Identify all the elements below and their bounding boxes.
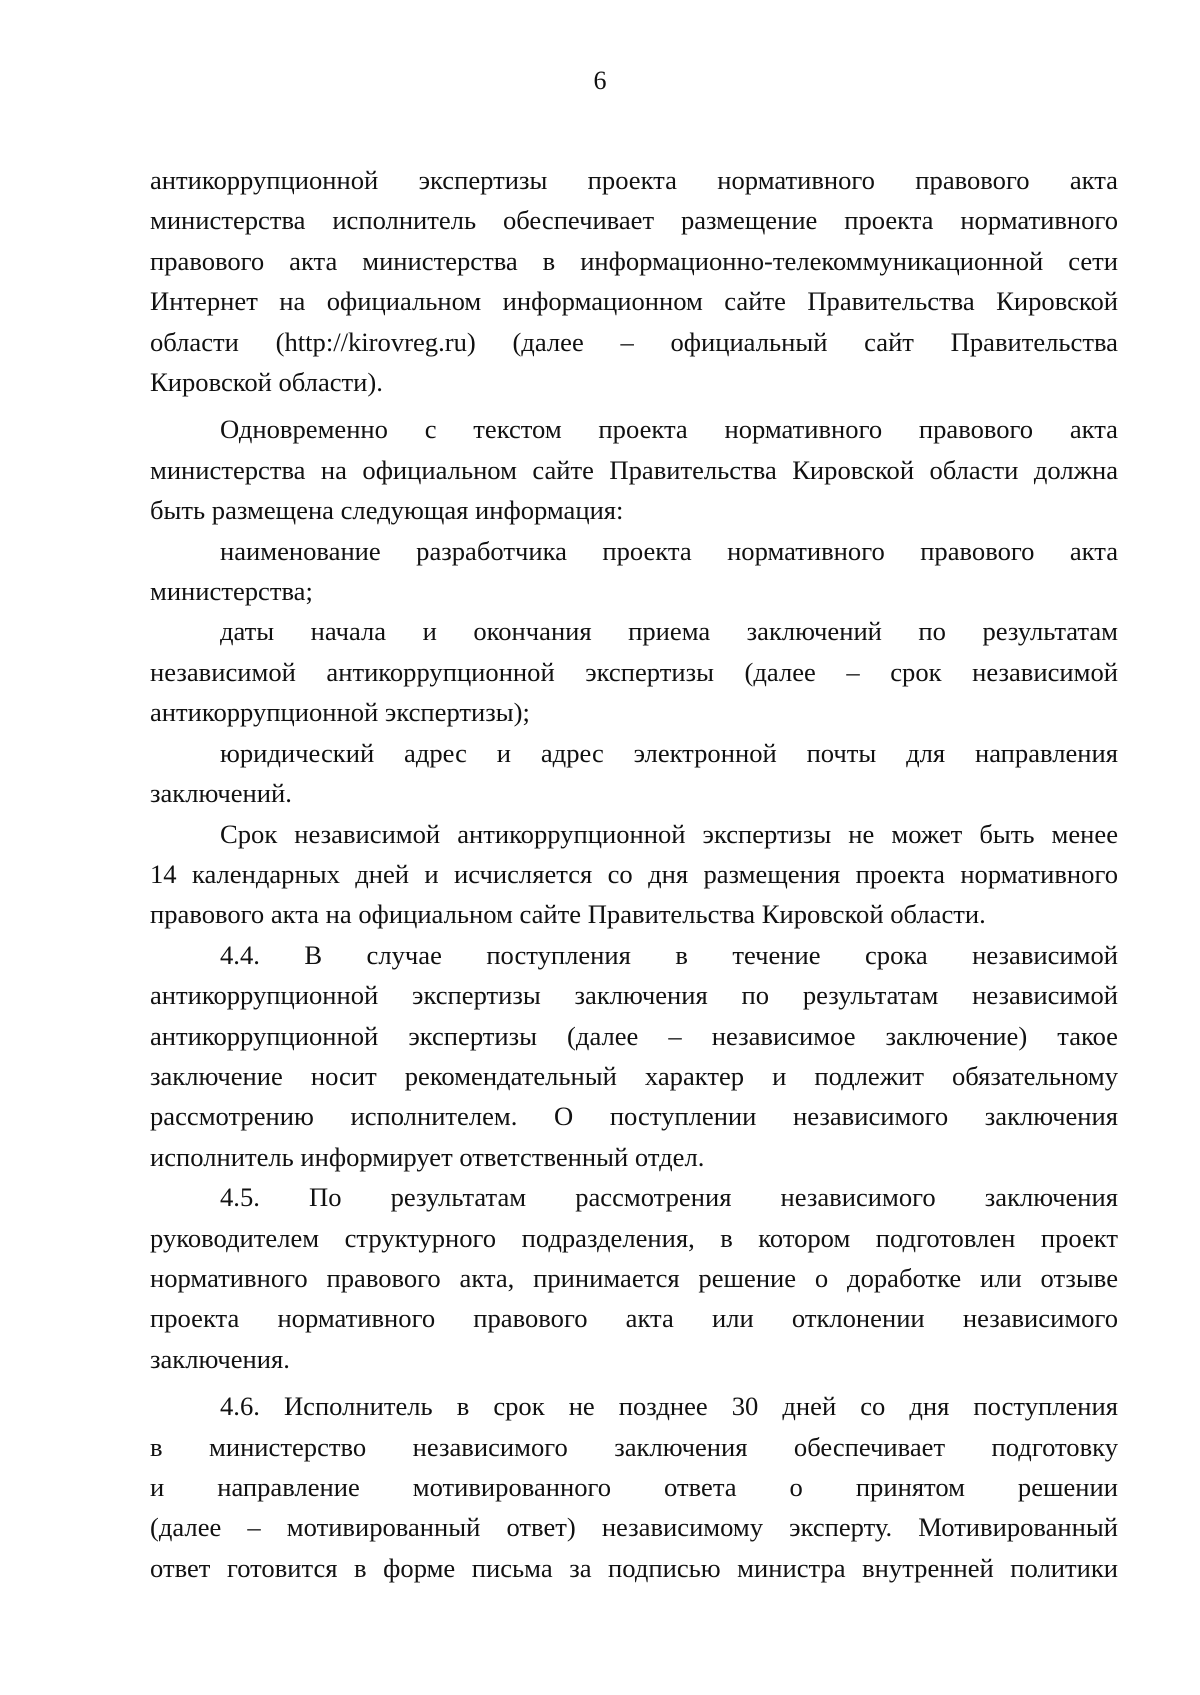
text-line: 4.4. В случае поступления в течение срока независимой <box>220 939 1118 970</box>
paragraph <box>150 611 1118 732</box>
text-line: министерства; <box>150 576 313 607</box>
document-body <box>150 160 1118 1588</box>
paragraph <box>150 409 1118 530</box>
text-line: заключение носит рекомендательный характер и подлежит обязательному <box>150 1060 1118 1091</box>
paragraph <box>150 733 1118 814</box>
text-line: проекта нормативного правового акта или отклонении независимого <box>150 1303 1118 1334</box>
text-line: в министерство независимого заключения обеспечивает подготовку <box>150 1431 1118 1462</box>
text-line: наименование разработчика проекта нормативного правового акта <box>220 535 1118 566</box>
text-line: 4.6. Исполнитель в срок не позднее 30 дней со дня поступления <box>220 1391 1118 1422</box>
paragraph <box>150 935 1118 1177</box>
text-line: Кировской области). <box>150 367 383 398</box>
paragraph <box>150 531 1118 612</box>
text-line: области (http://kirovreg.ru) (далее – официальный сайт Правительства <box>150 326 1118 357</box>
text-line: рассмотрению исполнителем. О поступлении независимого заключения <box>150 1101 1118 1132</box>
page-number: 6 <box>593 66 607 95</box>
text-line: 14 календарных дней и исчисляется со дня размещения проекта нормативного <box>150 858 1118 889</box>
text-line: антикоррупционной экспертизы проекта нормативного правового акта <box>150 165 1118 195</box>
text-line: заключения. <box>150 1343 290 1374</box>
paragraph <box>150 1386 1118 1588</box>
text-line: Срок независимой антикоррупционной экспертизы не может быть менее <box>220 818 1118 849</box>
text-line: Одновременно с текстом проекта нормативного правового акта <box>220 414 1118 445</box>
text-line: быть размещена следующая информация: <box>150 495 624 526</box>
paragraph <box>150 160 1118 402</box>
paragraph <box>150 1177 1118 1379</box>
text-line: заключений. <box>150 778 292 809</box>
text-line: руководителем структурного подразделения, в котором подготовлен проект <box>150 1222 1118 1253</box>
text-line: министерства на официальном сайте Правительства Кировской области должна <box>150 454 1118 485</box>
text-line: независимой антикоррупционной экспертизы (далее – срок независимой <box>150 656 1118 687</box>
text-line: антикоррупционной экспертизы); <box>150 697 530 728</box>
paragraph <box>150 814 1118 935</box>
text-line: Интернет на официальном информационном сайте Правительства Кировской <box>150 286 1118 317</box>
text-line: 4.5. По результатам рассмотрения независимого заключения <box>220 1182 1118 1213</box>
text-line: и направление мотивированного ответа о принятом решении <box>150 1472 1118 1502</box>
text-line: нормативного правового акта, принимается решение о доработке или отзыве <box>150 1262 1118 1293</box>
text-line: правового акта министерства в информационно-телекоммуникационной сети <box>150 245 1118 276</box>
text-line: (далее – мотивированный ответ) независимому эксперту. Мотивированный <box>150 1512 1118 1543</box>
text-line: антикоррупционной экспертизы заключения по результатам независимой <box>150 980 1118 1011</box>
text-line: ответ готовится в форме письма за подписью министра внутренней политики <box>150 1552 1118 1583</box>
text-line: юридический адрес и адрес электронной почты для направления <box>220 737 1118 768</box>
text-line: правового акта на официальном сайте Правительства Кировской области. <box>150 899 986 930</box>
text-line: министерства исполнитель обеспечивает размещение проекта нормативного <box>150 205 1118 236</box>
text-line: антикоррупционной экспертизы (далее – независимое заключение) такое <box>150 1020 1118 1051</box>
text-line: даты начала и окончания приема заключений по результатам <box>220 616 1118 647</box>
text-line: исполнитель информирует ответственный отдел. <box>150 1141 705 1172</box>
